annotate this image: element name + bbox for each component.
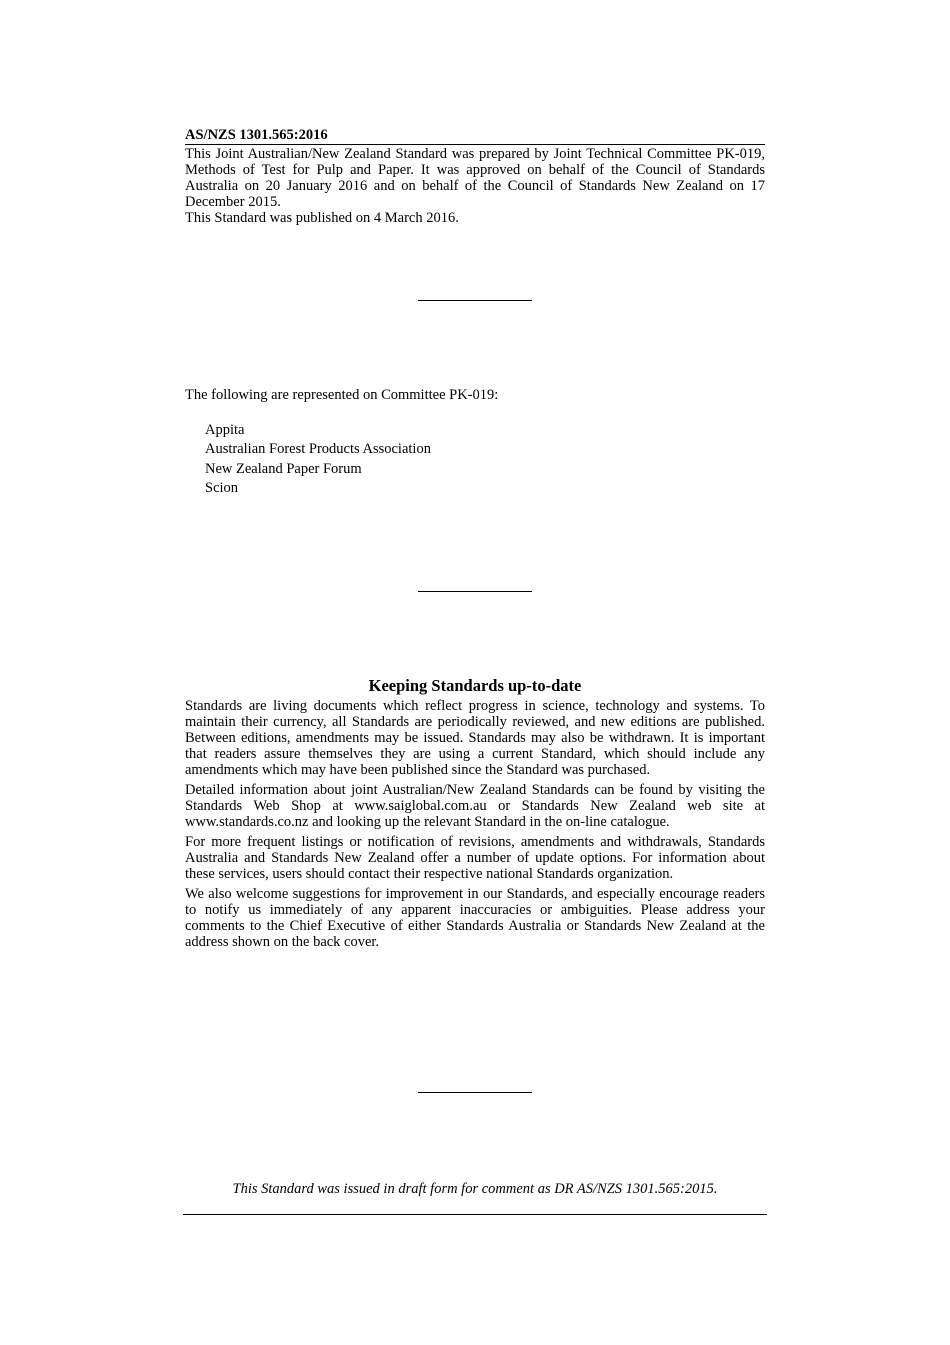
section-divider bbox=[418, 591, 532, 592]
published-text: This Standard was published on 4 March 2016. bbox=[185, 210, 459, 226]
standard-code: AS/NZS 1301.565:2016 bbox=[185, 127, 328, 143]
committee-intro: The following are represented on Committee PK-019: bbox=[185, 387, 499, 403]
draft-note: This Standard was issued in draft form for comment as DR AS/NZS 1301.565:2015. bbox=[232, 1181, 718, 1197]
keeping-paragraph: Standards are living documents which reflect progress in science, technology and systems. To maintain their currency, all Standards are periodically reviewed, and new editions are published. Between editions, amendments may be issued. Standards may also be withdrawn. It is important that readers assure themselves they are using a current Standard, which should include any amendments which may have been published since the Standard was purchased. bbox=[185, 698, 765, 778]
keeping-paragraph: We also welcome suggestions for improvement in our Standards, and especially encourage readers to notify us immediately of any apparent inaccuracies or ambiguities. Please address your comments to the Chief Executive of either Standards Australia or Standards New Zealand at the address shown on the back cover. bbox=[185, 886, 765, 950]
footer-divider bbox=[183, 1214, 767, 1215]
prepared-text: This Joint Australian/New Zealand Standard was prepared by Joint Technical Committee PK-019, Methods of Test for Pulp and Paper. It was approved on behalf of the Council of Standards Australia on 20 January 2016 and on behalf of the Council of Standards New Zealand on 17 December 2015. bbox=[185, 146, 765, 210]
keeping-standards-body bbox=[185, 698, 765, 954]
header-divider bbox=[185, 144, 765, 145]
section-divider bbox=[418, 300, 532, 301]
committee-member: Scion bbox=[205, 479, 239, 496]
preparation-block bbox=[185, 146, 765, 226]
keeping-paragraph: For more frequent listings or notification of revisions, amendments and withdrawals, Standards Australia and Standards New Zealand offer a number of update options. For information about these services, users should contact their respective national Standards organization. bbox=[185, 834, 765, 882]
section-divider bbox=[418, 1092, 532, 1093]
committee-member-list bbox=[205, 421, 431, 498]
committee-member: Appita bbox=[205, 422, 245, 438]
committee-member: New Zealand Paper Forum bbox=[205, 460, 362, 477]
keeping-standards-heading: Keeping Standards up-to-date bbox=[368, 676, 582, 695]
committee-member: Australian Forest Products Association bbox=[205, 441, 431, 458]
keeping-paragraph: Detailed information about joint Australian/New Zealand Standards can be found by visiting the Standards Web Shop at www.saiglobal.com.au or Standards New Zealand web site at www.standards.co.nz and looking up the relevant Standard in the on-line catalogue. bbox=[185, 782, 765, 830]
